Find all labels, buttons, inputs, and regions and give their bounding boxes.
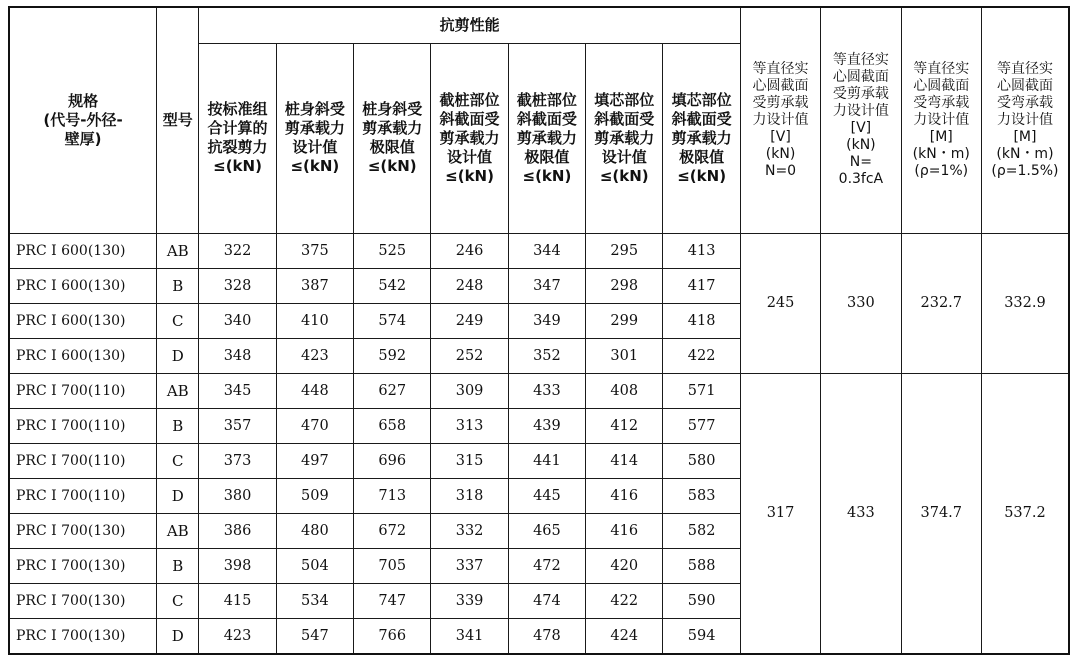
type-cell: AB (157, 373, 199, 408)
value-cell: 423 (276, 338, 353, 373)
spec-cell: PRC Ⅰ 700(130) (9, 618, 157, 654)
value-cell: 534 (276, 583, 353, 618)
value-cell: 470 (276, 408, 353, 443)
value-cell: 345 (199, 373, 276, 408)
value-cell: 439 (508, 408, 585, 443)
value-cell: 480 (276, 513, 353, 548)
value-cell: 352 (508, 338, 585, 373)
type-cell: B (157, 268, 199, 303)
eq-shear-n03-cell: 330 (821, 233, 901, 373)
value-cell: 582 (663, 513, 740, 548)
spec-cell: PRC Ⅰ 700(130) (9, 583, 157, 618)
header-cut-limit: 截桩部位 斜截面受 剪承载力 极限值 ≤(kN) (508, 43, 585, 233)
value-cell: 571 (663, 373, 740, 408)
value-cell: 318 (431, 478, 508, 513)
value-cell: 497 (276, 443, 353, 478)
eq-bend-1pct-cell: 374.7 (901, 373, 981, 654)
value-cell: 301 (586, 338, 663, 373)
value-cell: 416 (586, 513, 663, 548)
spec-cell: PRC Ⅰ 700(110) (9, 373, 157, 408)
value-cell: 412 (586, 408, 663, 443)
value-cell: 387 (276, 268, 353, 303)
value-cell: 542 (354, 268, 431, 303)
value-cell: 295 (586, 233, 663, 268)
value-cell: 547 (276, 618, 353, 654)
value-cell: 410 (276, 303, 353, 338)
eq-bend-1-5pct-cell: 332.9 (981, 233, 1069, 373)
value-cell: 448 (276, 373, 353, 408)
type-cell: B (157, 408, 199, 443)
table-row (9, 233, 1069, 268)
header-shear-group: 抗剪性能 (199, 7, 741, 43)
type-cell: D (157, 618, 199, 654)
value-cell: 417 (663, 268, 740, 303)
value-cell: 705 (354, 548, 431, 583)
value-cell: 340 (199, 303, 276, 338)
header-cut-design: 截桩部位 斜截面受 剪承载力 设计值 ≤(kN) (431, 43, 508, 233)
value-cell: 574 (354, 303, 431, 338)
value-cell: 422 (663, 338, 740, 373)
value-cell: 672 (354, 513, 431, 548)
value-cell: 413 (663, 233, 740, 268)
value-cell: 422 (586, 583, 663, 618)
value-cell: 465 (508, 513, 585, 548)
value-cell: 445 (508, 478, 585, 513)
value-cell: 577 (663, 408, 740, 443)
value-cell: 248 (431, 268, 508, 303)
value-cell: 478 (508, 618, 585, 654)
value-cell: 339 (431, 583, 508, 618)
value-cell: 592 (354, 338, 431, 373)
spec-cell: PRC Ⅰ 600(130) (9, 233, 157, 268)
spec-cell: PRC Ⅰ 700(130) (9, 548, 157, 583)
type-cell: C (157, 443, 199, 478)
table-header (9, 7, 1069, 233)
table-body (9, 233, 1069, 654)
eq-shear-n03-cell: 433 (821, 373, 901, 654)
value-cell: 472 (508, 548, 585, 583)
type-cell: D (157, 478, 199, 513)
value-cell: 441 (508, 443, 585, 478)
table-wrapper (8, 6, 1070, 655)
header-crack-shear: 按标准组 合计算的 抗裂剪力 ≤(kN) (199, 43, 276, 233)
value-cell: 315 (431, 443, 508, 478)
value-cell: 349 (508, 303, 585, 338)
value-cell: 525 (354, 233, 431, 268)
value-cell: 309 (431, 373, 508, 408)
value-cell: 332 (431, 513, 508, 548)
header-fill-design: 填芯部位 斜截面受 剪承载力 设计值 ≤(kN) (586, 43, 663, 233)
value-cell: 348 (199, 338, 276, 373)
value-cell: 322 (199, 233, 276, 268)
spec-cell: PRC Ⅰ 600(130) (9, 268, 157, 303)
value-cell: 696 (354, 443, 431, 478)
header-type: 型号 (157, 7, 199, 233)
value-cell: 474 (508, 583, 585, 618)
header-eq-shear-n03: 等直径实 心圆截面 受剪承载 力设计值 [V] (kN) N= 0.3fcA (821, 7, 901, 233)
value-cell: 380 (199, 478, 276, 513)
value-cell: 588 (663, 548, 740, 583)
type-cell: AB (157, 513, 199, 548)
value-cell: 344 (508, 233, 585, 268)
value-cell: 594 (663, 618, 740, 654)
eq-bend-1pct-cell: 232.7 (901, 233, 981, 373)
value-cell: 414 (586, 443, 663, 478)
value-cell: 713 (354, 478, 431, 513)
header-eq-bend-1pct: 等直径实 心圆截面 受弯承载 力设计值 [M] (kN・m) (ρ=1%) (901, 7, 981, 233)
spec-cell: PRC Ⅰ 700(110) (9, 408, 157, 443)
value-cell: 337 (431, 548, 508, 583)
spec-cell: PRC Ⅰ 700(110) (9, 478, 157, 513)
type-cell: C (157, 303, 199, 338)
header-spec: 规格 (代号-外径- 壁厚) (9, 7, 157, 233)
spec-cell: PRC Ⅰ 700(130) (9, 513, 157, 548)
value-cell: 357 (199, 408, 276, 443)
value-cell: 416 (586, 478, 663, 513)
spec-cell: PRC Ⅰ 600(130) (9, 303, 157, 338)
eq-bend-1-5pct-cell: 537.2 (981, 373, 1069, 654)
eq-shear-n0-cell: 245 (740, 233, 820, 373)
value-cell: 433 (508, 373, 585, 408)
value-cell: 252 (431, 338, 508, 373)
value-cell: 299 (586, 303, 663, 338)
value-cell: 386 (199, 513, 276, 548)
value-cell: 658 (354, 408, 431, 443)
value-cell: 509 (276, 478, 353, 513)
value-cell: 375 (276, 233, 353, 268)
header-fill-limit: 填芯部位 斜截面受 剪承载力 极限值 ≤(kN) (663, 43, 740, 233)
header-eq-bend-1-5pct: 等直径实 心圆截面 受弯承载 力设计值 [M] (kN・m) (ρ=1.5%) (981, 7, 1069, 233)
spec-cell: PRC Ⅰ 600(130) (9, 338, 157, 373)
value-cell: 747 (354, 583, 431, 618)
value-cell: 418 (663, 303, 740, 338)
value-cell: 580 (663, 443, 740, 478)
type-cell: D (157, 338, 199, 373)
eq-shear-n0-cell: 317 (740, 373, 820, 654)
value-cell: 408 (586, 373, 663, 408)
value-cell: 373 (199, 443, 276, 478)
value-cell: 420 (586, 548, 663, 583)
type-cell: AB (157, 233, 199, 268)
header-eq-shear-n0: 等直径实 心圆截面 受剪承载 力设计值 [V] (kN) N=0 (740, 7, 820, 233)
value-cell: 341 (431, 618, 508, 654)
value-cell: 347 (508, 268, 585, 303)
value-cell: 328 (199, 268, 276, 303)
value-cell: 313 (431, 408, 508, 443)
header-body-design: 桩身斜受 剪承载力 设计值 ≤(kN) (276, 43, 353, 233)
table-row (9, 373, 1069, 408)
spec-cell: PRC Ⅰ 700(110) (9, 443, 157, 478)
value-cell: 504 (276, 548, 353, 583)
value-cell: 398 (199, 548, 276, 583)
value-cell: 423 (199, 618, 276, 654)
value-cell: 415 (199, 583, 276, 618)
value-cell: 627 (354, 373, 431, 408)
header-body-limit: 桩身斜受 剪承载力 极限值 ≤(kN) (354, 43, 431, 233)
value-cell: 583 (663, 478, 740, 513)
value-cell: 246 (431, 233, 508, 268)
value-cell: 590 (663, 583, 740, 618)
type-cell: C (157, 583, 199, 618)
value-cell: 766 (354, 618, 431, 654)
value-cell: 249 (431, 303, 508, 338)
type-cell: B (157, 548, 199, 583)
value-cell: 298 (586, 268, 663, 303)
pile-shear-capacity-table (8, 6, 1070, 655)
value-cell: 424 (586, 618, 663, 654)
